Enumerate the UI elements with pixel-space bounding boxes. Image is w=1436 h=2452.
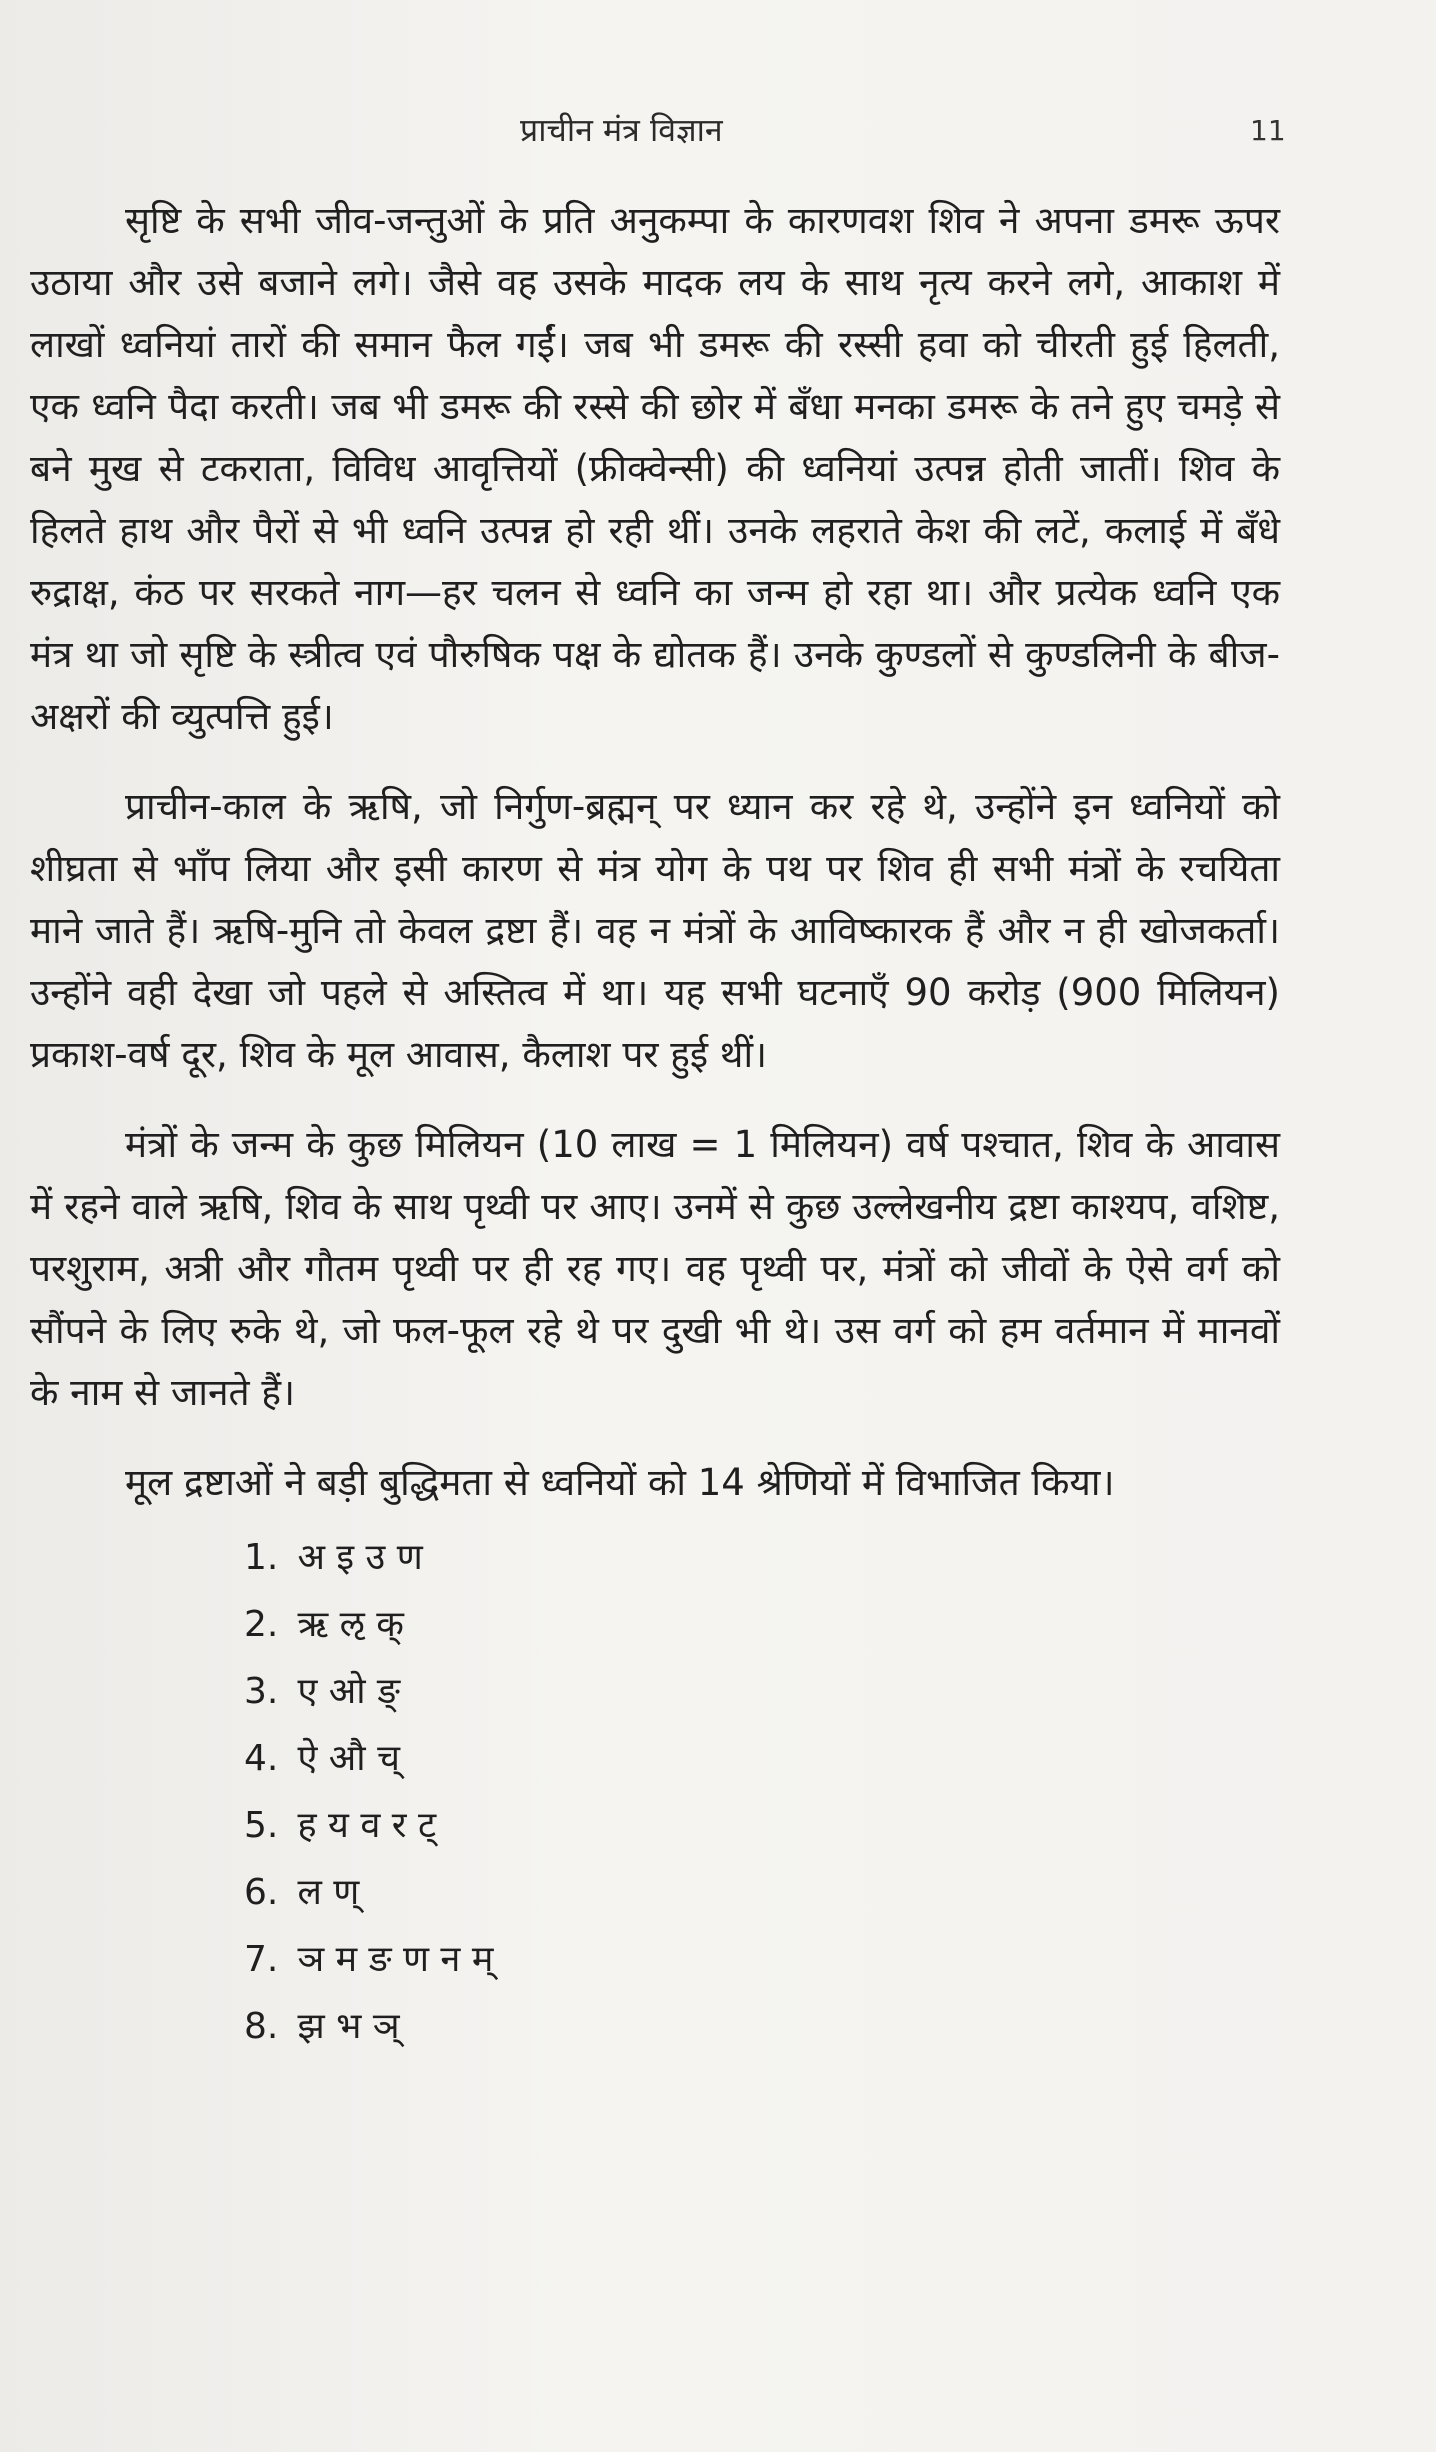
paragraph: प्राचीन-काल के ऋषि, जो निर्गुण-ब्रह्मन् पर ध्यान कर रहे थे, उन्होंने इन ध्वनियों को शीघ्रता से भाँप लिया और इसी कारण से मंत्र योग के पथ पर शिव ही सभी मंत्रों के रचयिता माने जाते हैं। ऋषि-मुनि तो केवल द्रष्टा हैं। वह न मंत्रों के आविष्कारक हैं और न ही खोजकर्ता। उन्होंने वही देखा जो पहले से अस्तित्व में था। यह सभी घटनाएँ 90 करोड़ (900 मिलियन) प्रकाश-वर्ष दूर, शिव के मूल आवास, कैलाश पर हुई थीं। [30, 785, 1280, 1076]
list-text: ए ओ ङ् [297, 1671, 401, 1712]
list-item [244, 1658, 1280, 1725]
list-text: झ भ ञ् [297, 2006, 400, 2047]
list-text: ऐ औ च् [297, 1738, 400, 1779]
list-number: 8. [244, 2006, 279, 2047]
paragraph: सृष्टि के सभी जीव-जन्तुओं के प्रति अनुकम्पा के कारणवश शिव ने अपना डमरू ऊपर उठाया और उसे बजाने लगे। जैसे वह उसके मादक लय के साथ नृत्य करने लगे, आकाश में लाखों ध्वनियां तारों की समान फैल गईं। जब भी डमरू की रस्सी हवा को चीरती हुई हिलती, एक ध्वनि पैदा करती। जब भी डमरू की रस्से की छोर में बँधा मनका डमरू के तने हुए चमड़े से बने मुख से टकराता, विविध आवृत्तियों (फ्रीक्वेन्सी) की ध्वनियां उत्पन्न होती जातीं। शिव के हिलते हाथ और पैरों से भी ध्वनि उत्पन्न हो रही थीं। उनके लहराते केश की लटें, कलाई में बँधे रुद्राक्ष, कंठ पर सरकते नाग—हर चलन से ध्वनि का जन्म हो रहा था। और प्रत्येक ध्वनि एक मंत्र था जो सृष्टि के स्त्रीत्व एवं पौरुषिक पक्ष के द्योतक हैं। उनके कुण्डलों से कुण्डलिनी के बीज-अक्षरों की व्युत्पत्ति हुई। [30, 199, 1280, 738]
paragraph: मंत्रों के जन्म के कुछ मिलियन (10 लाख = 1 मिलियन) वर्ष पश्चात, शिव के आवास में रहने वाले ऋषि, शिव के साथ पृथ्वी पर आए। उनमें से कुछ उल्लेखनीय द्रष्टा काश्यप, वशिष्ट, परशुराम, अत्री और गौतम पृथ्वी पर ही रह गए। वह पृथ्वी पर, मंत्रों को जीवों के ऐसे वर्ग को सौंपने के लिए रुके थे, जो फल-फूल रहे थे पर दुखी भी थे। उस वर्ग को हम वर्तमान में मानवों के नाम से जानते हैं। [30, 1123, 1280, 1414]
list-item [244, 1859, 1280, 1926]
paragraph: मूल द्रष्टाओं ने बड़ी बुद्धिमता से ध्वनियों को 14 श्रेणियों में विभाजित किया। [125, 1461, 1115, 1504]
list-number: 2. [244, 1604, 279, 1645]
sound-category-list [30, 1524, 1280, 2060]
list-item [244, 1591, 1280, 1658]
running-header [0, 108, 1436, 158]
body-text [30, 190, 1280, 2060]
list-item [244, 1792, 1280, 1859]
list-number: 6. [244, 1872, 279, 1913]
list-text: ह य व र ट् [297, 1805, 437, 1846]
list-item [244, 1725, 1280, 1792]
list-number: 4. [244, 1738, 279, 1779]
running-title: प्राचीन मंत्र विज्ञान [520, 111, 723, 149]
page-number: 11 [1250, 114, 1286, 147]
list-number: 5. [244, 1805, 279, 1846]
list-number: 7. [244, 1939, 279, 1980]
list-item [244, 1993, 1280, 2060]
list-number: 3. [244, 1671, 279, 1712]
list-text: ल ण् [297, 1872, 360, 1913]
list-text: ऋ ऌ क् [297, 1604, 404, 1645]
list-text: अ इ उ ण [297, 1537, 423, 1578]
list-item [244, 1926, 1280, 1993]
list-item [244, 1524, 1280, 1591]
list-number: 1. [244, 1537, 279, 1578]
list-text: ञ म ङ ण न म् [297, 1939, 494, 1980]
